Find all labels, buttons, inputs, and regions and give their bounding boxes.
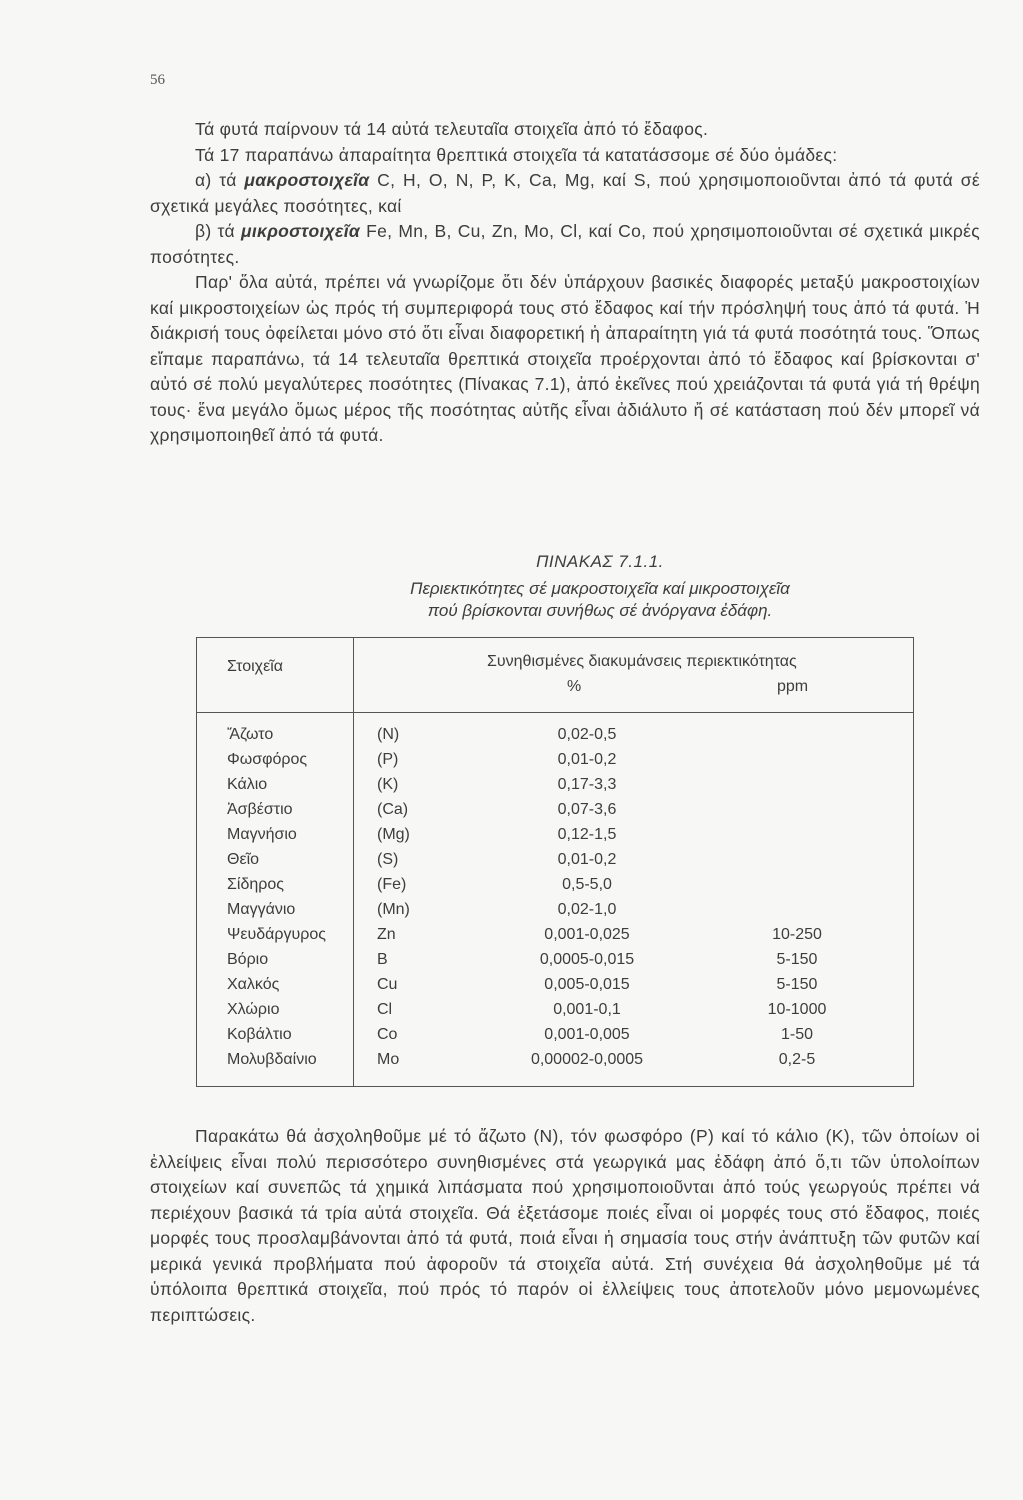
- table-rows: [197, 726, 913, 1076]
- element-name: Κοβάλτιο: [227, 1026, 292, 1043]
- element-symbol: (Fe): [377, 876, 407, 893]
- percent-range: 0,12-1,5: [557, 826, 617, 843]
- header-ranges: Συνηθισμένες διακυμάνσεις περιεκτικότητας: [487, 653, 797, 670]
- intro-text: [150, 117, 980, 449]
- element-symbol: Co: [377, 1026, 398, 1043]
- macronutrients-term: μακροστοιχεῖα: [244, 170, 370, 190]
- ppm-range: 5-150: [776, 976, 818, 993]
- table-row: [197, 901, 913, 926]
- table-row: [197, 926, 913, 951]
- table-row: [197, 1051, 913, 1076]
- element-symbol: Zn: [377, 926, 396, 943]
- percent-range: 0,0005-0,015: [539, 951, 635, 968]
- table-row: [197, 951, 913, 976]
- percent-range: 0,005-0,015: [544, 976, 630, 993]
- header-percent: %: [567, 678, 582, 695]
- percent-range: 0,01-0,2: [557, 751, 617, 768]
- element-symbol: (Mn): [377, 901, 410, 918]
- nutrient-content-table: [196, 637, 914, 1087]
- percent-range: 0,07-3,6: [557, 801, 617, 818]
- element-name: Βόριο: [227, 951, 269, 968]
- macronutrients-paragraph: [150, 168, 980, 219]
- macro-list: C, H, O, N, P, K, Ca, Mg, καί S, πού χρησιμοποιοῦνται ἀπό τά φυτά σέ σχετικά μεγάλες ποσότητες, καί: [150, 170, 980, 216]
- ppm-range: 1-50: [780, 1026, 814, 1043]
- element-name: Μολυβδαίνιο: [227, 1051, 317, 1068]
- table-row: [197, 826, 913, 851]
- header-divider: [197, 712, 913, 713]
- element-name: Μαγγάνιο: [227, 901, 296, 918]
- element-symbol: (K): [377, 776, 399, 793]
- table-row: [197, 851, 913, 876]
- micro-list: Fe, Mn, B, Cu, Zn, Mo, Cl, καί Co, πού χρησιμοποιοῦνται σέ σχετικά μικρές ποσότητες.: [150, 221, 981, 267]
- percent-range: 0,5-5,0: [562, 876, 612, 893]
- macro-prefix: α) τά: [195, 170, 245, 190]
- element-name: Μαγνήσιο: [227, 826, 297, 843]
- element-symbol: (Mg): [377, 826, 410, 843]
- element-symbol: (P): [377, 751, 399, 768]
- percent-range: 0,02-0,5: [557, 726, 617, 743]
- element-name: Σίδηρος: [227, 876, 284, 893]
- percent-range: 0,17-3,3: [557, 776, 617, 793]
- header-elements: Στοιχεῖα: [227, 658, 284, 675]
- element-symbol: (Ca): [377, 801, 409, 818]
- element-name: Φωσφόρος: [227, 751, 308, 768]
- element-name: Ψευδάργυρος: [227, 926, 326, 943]
- element-symbol: Mo: [377, 1051, 400, 1068]
- intro-paragraph-1: Τά φυτά παίρνουν τά 14 αὐτά τελευταῖα στοιχεῖα ἀπό τό ἔδαφος.: [195, 119, 709, 139]
- closing-text: [150, 1124, 980, 1328]
- micronutrients-term: μικροστοιχεῖα: [241, 221, 361, 241]
- element-name: Ἄζωτο: [227, 726, 274, 743]
- element-name: Χλώριο: [227, 1001, 280, 1018]
- element-symbol: Cu: [377, 976, 398, 993]
- ppm-range: 5-150: [776, 951, 818, 968]
- micro-prefix: β) τά: [195, 221, 242, 241]
- page-number: 56: [150, 72, 165, 88]
- percent-range: 0,001-0,1: [553, 1001, 621, 1018]
- element-name: Θεῖο: [227, 851, 260, 868]
- percent-range: 0,001-0,005: [544, 1026, 630, 1043]
- ppm-range: 10-250: [772, 926, 822, 943]
- element-symbol: (S): [377, 851, 399, 868]
- table-row: [197, 801, 913, 826]
- table-title-line-1: Περιεκτικότητες σέ μακροστοιχεῖα καί μικροστοιχεῖα: [410, 579, 790, 598]
- table-row: [197, 1026, 913, 1051]
- element-name: Χαλκός: [227, 976, 280, 993]
- element-symbol: B: [377, 951, 388, 968]
- element-symbol: (N): [377, 726, 400, 743]
- percent-range: 0,01-0,2: [557, 851, 617, 868]
- table-row: [197, 1001, 913, 1026]
- intro-paragraph-2: Τά 17 παραπάνω ἀπαραίτητα θρεπτικά στοιχεῖα τά κατατάσσομε σέ δύο ὁμάδες:: [195, 144, 838, 165]
- table-title-line-2: πού βρίσκονται συνήθως σέ ἀνόργανα ἐδάφη.: [427, 601, 773, 620]
- percent-range: 0,001-0,025: [544, 926, 630, 943]
- element-symbol: Cl: [377, 1001, 393, 1018]
- percent-range: 0,00002-0,0005: [530, 1051, 644, 1068]
- header-ppm: ppm: [777, 678, 809, 695]
- table-row: [197, 751, 913, 776]
- table-caption: [250, 552, 950, 622]
- table-row: [197, 776, 913, 801]
- table-row: [197, 976, 913, 1001]
- ppm-range: 0,2-5: [778, 1051, 816, 1068]
- element-name: Ἀσβέστιο: [227, 801, 293, 818]
- intro-paragraph-5: Παρ' ὅλα αὐτά, πρέπει νά γνωρίζομε ὅτι δέν ὑπάρχουν βασικές διαφορές μεταξύ μακροστοιχίων καί μικροστοιχείων ὡς πρός τή συμπεριφορά τους στό ἔδαφος καί τήν πρόσληψή τους ἀπό τά φυτά. Ἡ διάκρισή τους ὀφείλεται μόνο στό ὅτι εἶναι διαφορετική ἡ ἀπαραίτητη γιά τά φυτά ποσότητά τους. Ὅπως εἴπαμε παραπάνω, τά 14 τελευταῖα θρεπτικά στοιχεῖα προέρχονται ἀπό τό ἔδαφος καί βρίσκονται σ' αὐτό σέ πολύ μεγαλύτερες ποσότητες (Πίνακας 7.1), ἀπό ἐκεῖνες πού χρειάζονται τά φυτά γιά τή θρέψη τους· ἕνα μεγάλο ὅμως μέρος τῆς ποσότητας αὐτῆς εἶναι ἀδιάλυτο ἤ σέ κατάσταση πού δέν μπορεῖ νά χρησιμοποιηθεῖ ἀπό τά φυτά.: [150, 272, 980, 445]
- ppm-range: 10-1000: [767, 1001, 827, 1018]
- closing-paragraph: Παρακάτω θά ἀσχοληθοῦμε μέ τό ἄζωτο (N), τόν φωσφόρο (P) καί τό κάλιο (K), τῶν ὁποίων οἱ ἐλλείψεις εἶναι πολύ περισσότερο συνηθισμένες στά γεωργικά μας ἐδάφη ἀπό ὅ,τι τῶν ὑπολοίπων στοιχείων καί συνεπῶς τά χημικά λιπάσματα πού χρησιμοποιοῦνται ἀπό τούς γεωργούς πρέπει νά περιέχουν βασικά τά τρία αὐτά στοιχεῖα. Θά ἐξετάσομε ποιές εἶναι οἱ μορφές τους στό ἔδαφος, ποιές μορφές τους προσλαμβάνονται ἀπό τά φυτά, ποιά εἶναι ἡ σημασία τους στήν ἀνάπτυξη τῶν φυτῶν καί μερικά γενικά προβλήματα πού ἀφοροῦν τά στοιχεῖα αὐτά. Στή συνέχεια θά ἀσχοληθοῦμε μέ τά ὑπόλοιπα θρεπτικά στοιχεῖα, πού πρός τό παρόν οἱ ἐλλείψεις τους ἀποτελοῦν μόνο μεμονωμένες περιπτώσεις.: [150, 1126, 980, 1325]
- table-row: [197, 876, 913, 901]
- element-name: Κάλιο: [227, 776, 268, 793]
- micronutrients-paragraph: [150, 219, 980, 270]
- table-row: [197, 726, 913, 751]
- table-number: ΠΙΝΑΚΑΣ 7.1.1.: [536, 552, 664, 571]
- percent-range: 0,02-1,0: [557, 901, 617, 918]
